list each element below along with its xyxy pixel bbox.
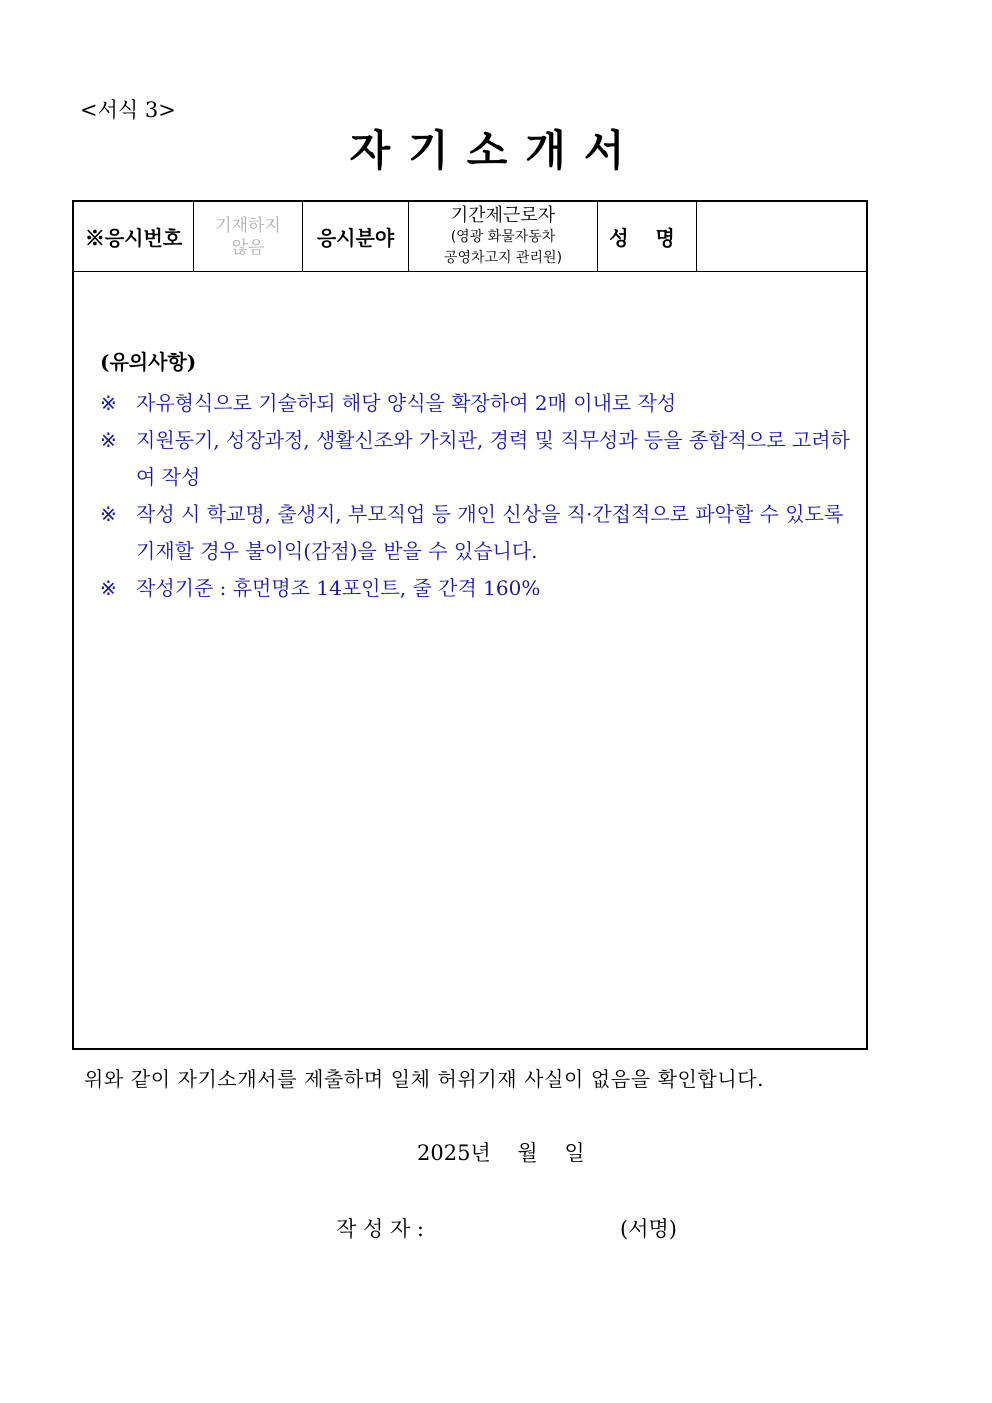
field-value-line3: 공영차고지 관리원): [443, 249, 563, 266]
note-item: [100, 496, 860, 570]
writer-label: 작 성 자 :: [336, 1217, 424, 1241]
note-item: [100, 422, 860, 496]
note-text: 자유형식으로 기술하되 해당 양식을 확장하여 2매 이내로 작성: [136, 391, 677, 415]
notes-title: (유의사항): [100, 350, 197, 374]
note-text: 지원동기, 성장과정, 생활신조와 가치관, 경력 및 직무성과 등을 종합적으로 고려하여 작성: [136, 428, 850, 489]
exam-number-placeholder: 기재하지 않음: [215, 215, 281, 258]
exam-number-value[interactable]: [194, 202, 303, 271]
field-value: [409, 202, 598, 271]
page-title: 자기소개서: [349, 126, 643, 175]
note-text: 작성기준 : 휴먼명조 14포인트, 줄 간격 160%: [136, 576, 541, 600]
notes-section: [100, 346, 860, 607]
reference-mark-icon: ※: [100, 428, 117, 452]
exam-number-label: ※응시번호: [74, 202, 194, 271]
date-line: 2025년 월 일: [417, 1141, 585, 1165]
field-value-line1: 기간제근로자: [450, 204, 556, 226]
field-label: 응시분야: [303, 202, 409, 271]
header-row: [74, 202, 866, 272]
signature-label: (서명): [620, 1217, 677, 1241]
form-table: [72, 200, 868, 1050]
reference-mark-icon: ※: [100, 576, 117, 600]
name-label: 성 명: [598, 202, 697, 271]
reference-mark-icon: ※: [100, 391, 117, 415]
confirmation-statement: 위와 같이 자기소개서를 제출하며 일체 허위기재 사실이 없음을 확인합니다.: [84, 1067, 765, 1091]
name-field[interactable]: [697, 202, 866, 271]
field-value-line2: (영광 화물자동차: [450, 228, 556, 245]
note-text: 작성 시 학교명, 출생지, 부모직업 등 개인 신상을 직·간접적으로 파악할 수 있도록 기재할 경우 불이익(감점)을 받을 수 있습니다.: [136, 502, 844, 563]
form-number: <서식 3>: [80, 98, 176, 122]
note-item: [100, 385, 860, 422]
reference-mark-icon: ※: [100, 502, 117, 526]
note-item: [100, 570, 860, 607]
